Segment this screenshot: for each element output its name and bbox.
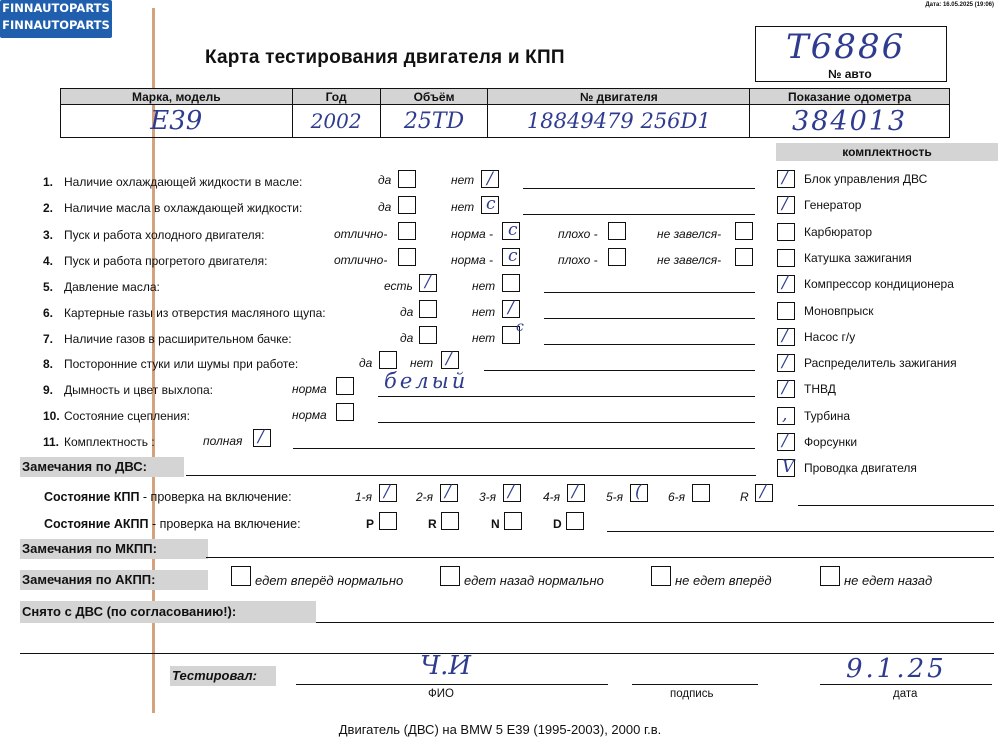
photo-caption: Двигатель (ДВС) на BMW 5 E39 (1995-2003), 2000 г.в.: [338, 722, 662, 737]
col-engine-no: № двигателя: [488, 89, 750, 105]
akpp-back-ok-label: едет назад нормально: [464, 573, 604, 588]
q3-excellent-label: отлично-: [334, 227, 388, 241]
completeness-mark: /: [782, 168, 788, 188]
akpp-gear-label: D: [553, 517, 562, 531]
question-number: 3.: [43, 228, 54, 242]
q4-excellent-box[interactable]: [398, 248, 416, 266]
akpp-no-forward-box[interactable]: [651, 566, 671, 586]
akpp-gear-box[interactable]: [441, 512, 459, 530]
q2-no-mark: c: [486, 194, 496, 214]
kpp-gear-mark: /: [445, 482, 451, 502]
kpp-gear-label: R: [740, 490, 749, 504]
dvs-remarks-title: Замечания по ДВС:: [20, 457, 184, 477]
completeness-label: Генератор: [804, 198, 862, 213]
kpp-check-label: [44, 490, 292, 504]
akpp-check-label-bold: Состояние АКПП: [44, 517, 149, 531]
kpp-gear-box[interactable]: [692, 484, 710, 502]
completeness-label: ТНВД: [804, 382, 836, 397]
dvs-remarks-line: [186, 475, 756, 476]
q10-note-line: [378, 422, 755, 423]
question-number: 7.: [43, 332, 54, 346]
question-label: Дымность и цвет выхлопа:: [64, 383, 213, 397]
kpp-gear-mark: /: [508, 482, 514, 502]
q9-norm-label: норма: [292, 382, 327, 396]
date-handwritten: 9.1.25: [846, 654, 947, 684]
kpp-check-label-bold: Состояние КПП: [44, 490, 140, 504]
signature-handwritten: Ч.И: [420, 651, 472, 681]
akpp-no-back-label: не едет назад: [844, 573, 933, 588]
q11-note-line: [293, 448, 755, 449]
q2-yes-label: да: [378, 200, 392, 214]
kpp-gear-label: 4-я: [543, 490, 561, 504]
col-volume: Объём: [380, 89, 488, 105]
completeness-label: Моновпрыск: [804, 303, 874, 318]
kpp-gear-label: 6-я: [668, 490, 686, 504]
q6-no-label: нет: [472, 305, 496, 319]
q11-full-mark: /: [258, 427, 264, 447]
question-label: Пуск и работа прогретого двигателя:: [64, 254, 268, 268]
question-label: Наличие охлаждающей жидкости в масле:: [64, 175, 303, 189]
kpp-gear-mark: /: [384, 482, 390, 502]
completeness-mark: /: [782, 325, 788, 346]
completeness-label: Проводка двигателя: [804, 461, 917, 476]
question-label: Наличие газов в расширительном бачке:: [64, 332, 292, 346]
q3-bad-label: плохо -: [558, 227, 598, 241]
completeness-box[interactable]: [777, 302, 795, 320]
q8-no-label: нет: [410, 356, 434, 370]
question-label: Наличие масла в охлаждающей жидкости:: [64, 201, 303, 215]
q6-yes-label: да: [400, 305, 414, 319]
q10-norm-box[interactable]: [336, 403, 354, 421]
akpp-no-back-box[interactable]: [820, 566, 840, 586]
akpp-forward-ok-label: едет вперёд нормально: [255, 573, 404, 588]
question-label: Состояние сцепления:: [64, 409, 190, 423]
kpp-check-label-rest: - проверка на включение:: [139, 490, 292, 504]
sign-line: [632, 684, 758, 685]
mkpp-remarks-title: Замечания по МКПП:: [20, 539, 208, 559]
q1-no-mark: /: [487, 169, 493, 189]
auto-number-box: [755, 26, 947, 82]
kpp-gear-mark: /: [572, 482, 578, 502]
q5-exists-mark: /: [425, 272, 431, 292]
document-title: Карта тестирования двигателя и КПП: [205, 47, 565, 68]
q2-yes-box[interactable]: [398, 196, 416, 214]
q3-nostart-label: не завелся-: [657, 227, 722, 241]
question-label: Картерные газы из отверстия масляного щупа:: [64, 306, 326, 320]
q6-note-line: [544, 318, 755, 319]
val-make-model: E39: [61, 105, 293, 138]
q4-bad-label: плохо -: [558, 253, 598, 267]
q4-normal-label: норма -: [451, 253, 494, 267]
col-make-model: Марка, модель: [61, 89, 293, 105]
q5-exists-label: есть: [384, 279, 413, 293]
completeness-mark: /: [782, 194, 788, 215]
q3-excellent-box[interactable]: [398, 222, 416, 240]
q7-note-line: [544, 344, 755, 345]
q4-nostart-box[interactable]: [735, 248, 753, 266]
q7-yes-box[interactable]: [419, 326, 437, 344]
q4-normal-mark: c: [508, 246, 518, 266]
kpp-gear-label: 5-я: [606, 490, 624, 504]
q2-no-label: нет: [451, 200, 475, 214]
kpp-gear-label: 3-я: [479, 490, 497, 504]
completeness-label: Распределитель зажигания: [804, 356, 957, 371]
completeness-mark: V: [782, 457, 795, 478]
question-number: 11.: [43, 435, 60, 449]
completeness-mark: /: [782, 431, 788, 451]
question-label: Пуск и работа холодного двигателя:: [64, 228, 265, 242]
q4-bad-box[interactable]: [608, 248, 626, 266]
q9-note-line: [378, 396, 755, 397]
q8-yes-box[interactable]: [379, 351, 397, 369]
completeness-box[interactable]: [777, 223, 795, 241]
question-label: Давление масла:: [64, 280, 160, 294]
question-number: 1.: [43, 175, 54, 189]
q3-normal-label: норма -: [451, 227, 494, 241]
completeness-label: Блок управления ДВС: [804, 172, 928, 186]
completeness-mark: ,: [782, 404, 788, 425]
q8-no-mark: /: [446, 349, 452, 369]
question-number: 8.: [43, 357, 54, 371]
q3-nostart-box[interactable]: [735, 222, 753, 240]
q1-yes-box[interactable]: [398, 170, 416, 188]
completeness-label: Форсунки: [804, 435, 858, 449]
col-odometer: Показание одометра: [750, 89, 950, 105]
completeness-label: Насос г/у: [804, 329, 856, 344]
q7-no-mark: c: [516, 319, 524, 335]
q1-no-label: нет: [451, 173, 475, 187]
kpp-gear-label: 2-я: [416, 490, 434, 504]
q9-norm-box[interactable]: [336, 377, 354, 395]
akpp-back-ok-box[interactable]: [440, 566, 460, 586]
akpp-gear-label: N: [491, 517, 500, 531]
auto-number-value: T6886: [786, 27, 906, 67]
q1-yes-label: да: [378, 173, 392, 187]
logo-line-2: FINNAUTOPARTS: [2, 18, 110, 32]
logo-line-1: FINNAUTOPARTS: [2, 1, 110, 15]
q4-excellent-label: отлично-: [334, 253, 388, 267]
akpp-gear-box[interactable]: [566, 512, 584, 530]
q4-nostart-label: не завелся-: [657, 253, 722, 267]
question-number: 5.: [43, 280, 54, 294]
q7-yes-label: да: [400, 331, 414, 345]
val-volume: 25TD: [380, 105, 488, 138]
kpp-gear-mark: /: [760, 482, 766, 502]
col-year: Год: [292, 89, 380, 105]
question-number: 2.: [43, 201, 54, 215]
completeness-box[interactable]: [777, 249, 795, 267]
removed-line-1: [316, 622, 994, 623]
finnautoparts-logo: [0, 0, 112, 38]
akpp-gear-label: R: [428, 517, 437, 531]
completeness-label: Компрессор кондиционера: [804, 277, 954, 292]
akpp-remarks-title: Замечания по АКПП:: [20, 570, 208, 590]
print-datestamp: Дата: 16.05.2025 (19:06): [925, 2, 994, 8]
akpp-gear-box[interactable]: [379, 512, 397, 530]
q2-note-line: [523, 214, 755, 215]
tested-by-title: Тестировал:: [170, 666, 276, 686]
question-label: Посторонние стуки или шумы при работе:: [64, 357, 299, 371]
q11-full-label: полная: [203, 434, 243, 448]
fio-line: [296, 684, 608, 685]
completeness-label: Турбина: [804, 408, 851, 423]
completeness-title: комплектность: [776, 143, 998, 161]
val-year: 2002: [292, 105, 380, 138]
fio-label: ФИО: [428, 688, 454, 700]
val-engine-no: 18849479 256D1: [488, 105, 750, 138]
completeness-label: Карбюратор: [804, 224, 873, 239]
q1-note-line: [523, 188, 755, 189]
q3-bad-box[interactable]: [608, 222, 626, 240]
q8-yes-label: да: [359, 356, 373, 370]
date-line: [820, 684, 992, 685]
val-odometer: 384013: [750, 105, 950, 138]
q6-yes-box[interactable]: [419, 300, 437, 318]
q8-note-line: [484, 370, 755, 371]
q3-normal-mark: c: [508, 220, 518, 240]
akpp-gear-box[interactable]: [504, 512, 522, 530]
removed-from-engine-title: Снято с ДВС (по согласованию!):: [20, 601, 316, 623]
question-number: 4.: [43, 254, 54, 268]
kpp-gear-label: 1-я: [355, 490, 373, 504]
question-label: Комплектность :: [64, 435, 155, 449]
q7-no-label: нет: [472, 331, 496, 345]
sign-label: подпись: [670, 688, 714, 700]
akpp-no-forward-label: не едет вперёд: [675, 573, 772, 588]
q5-note-line: [544, 292, 755, 293]
completeness-label: Катушка зажигания: [804, 250, 912, 265]
completeness-mark: /: [782, 273, 788, 294]
akpp-note-line: [607, 531, 994, 532]
question-number: 6.: [43, 306, 54, 320]
q6-no-mark: /: [508, 298, 514, 318]
mkpp-remarks-line: [206, 557, 994, 558]
q9-handwritten-note: белый: [384, 369, 469, 393]
akpp-check-label-rest: - проверка на включение:: [148, 517, 301, 531]
kpp-note-line: [798, 505, 994, 506]
completeness-mark: /: [782, 378, 788, 399]
question-number: 9.: [43, 383, 54, 397]
akpp-check-label: [44, 517, 301, 531]
akpp-gear-label: P: [366, 517, 375, 531]
q5-no-label: нет: [472, 279, 496, 293]
q10-norm-label: норма: [292, 408, 327, 422]
date-label: дата: [893, 688, 918, 700]
q5-no-box[interactable]: [502, 274, 520, 292]
vehicle-header-table: [60, 88, 950, 138]
auto-number-label: № авто: [828, 67, 872, 81]
kpp-gear-mark: (: [635, 482, 642, 502]
question-number: 10.: [43, 409, 60, 423]
completeness-mark: /: [782, 352, 788, 373]
akpp-forward-ok-box[interactable]: [231, 566, 251, 586]
